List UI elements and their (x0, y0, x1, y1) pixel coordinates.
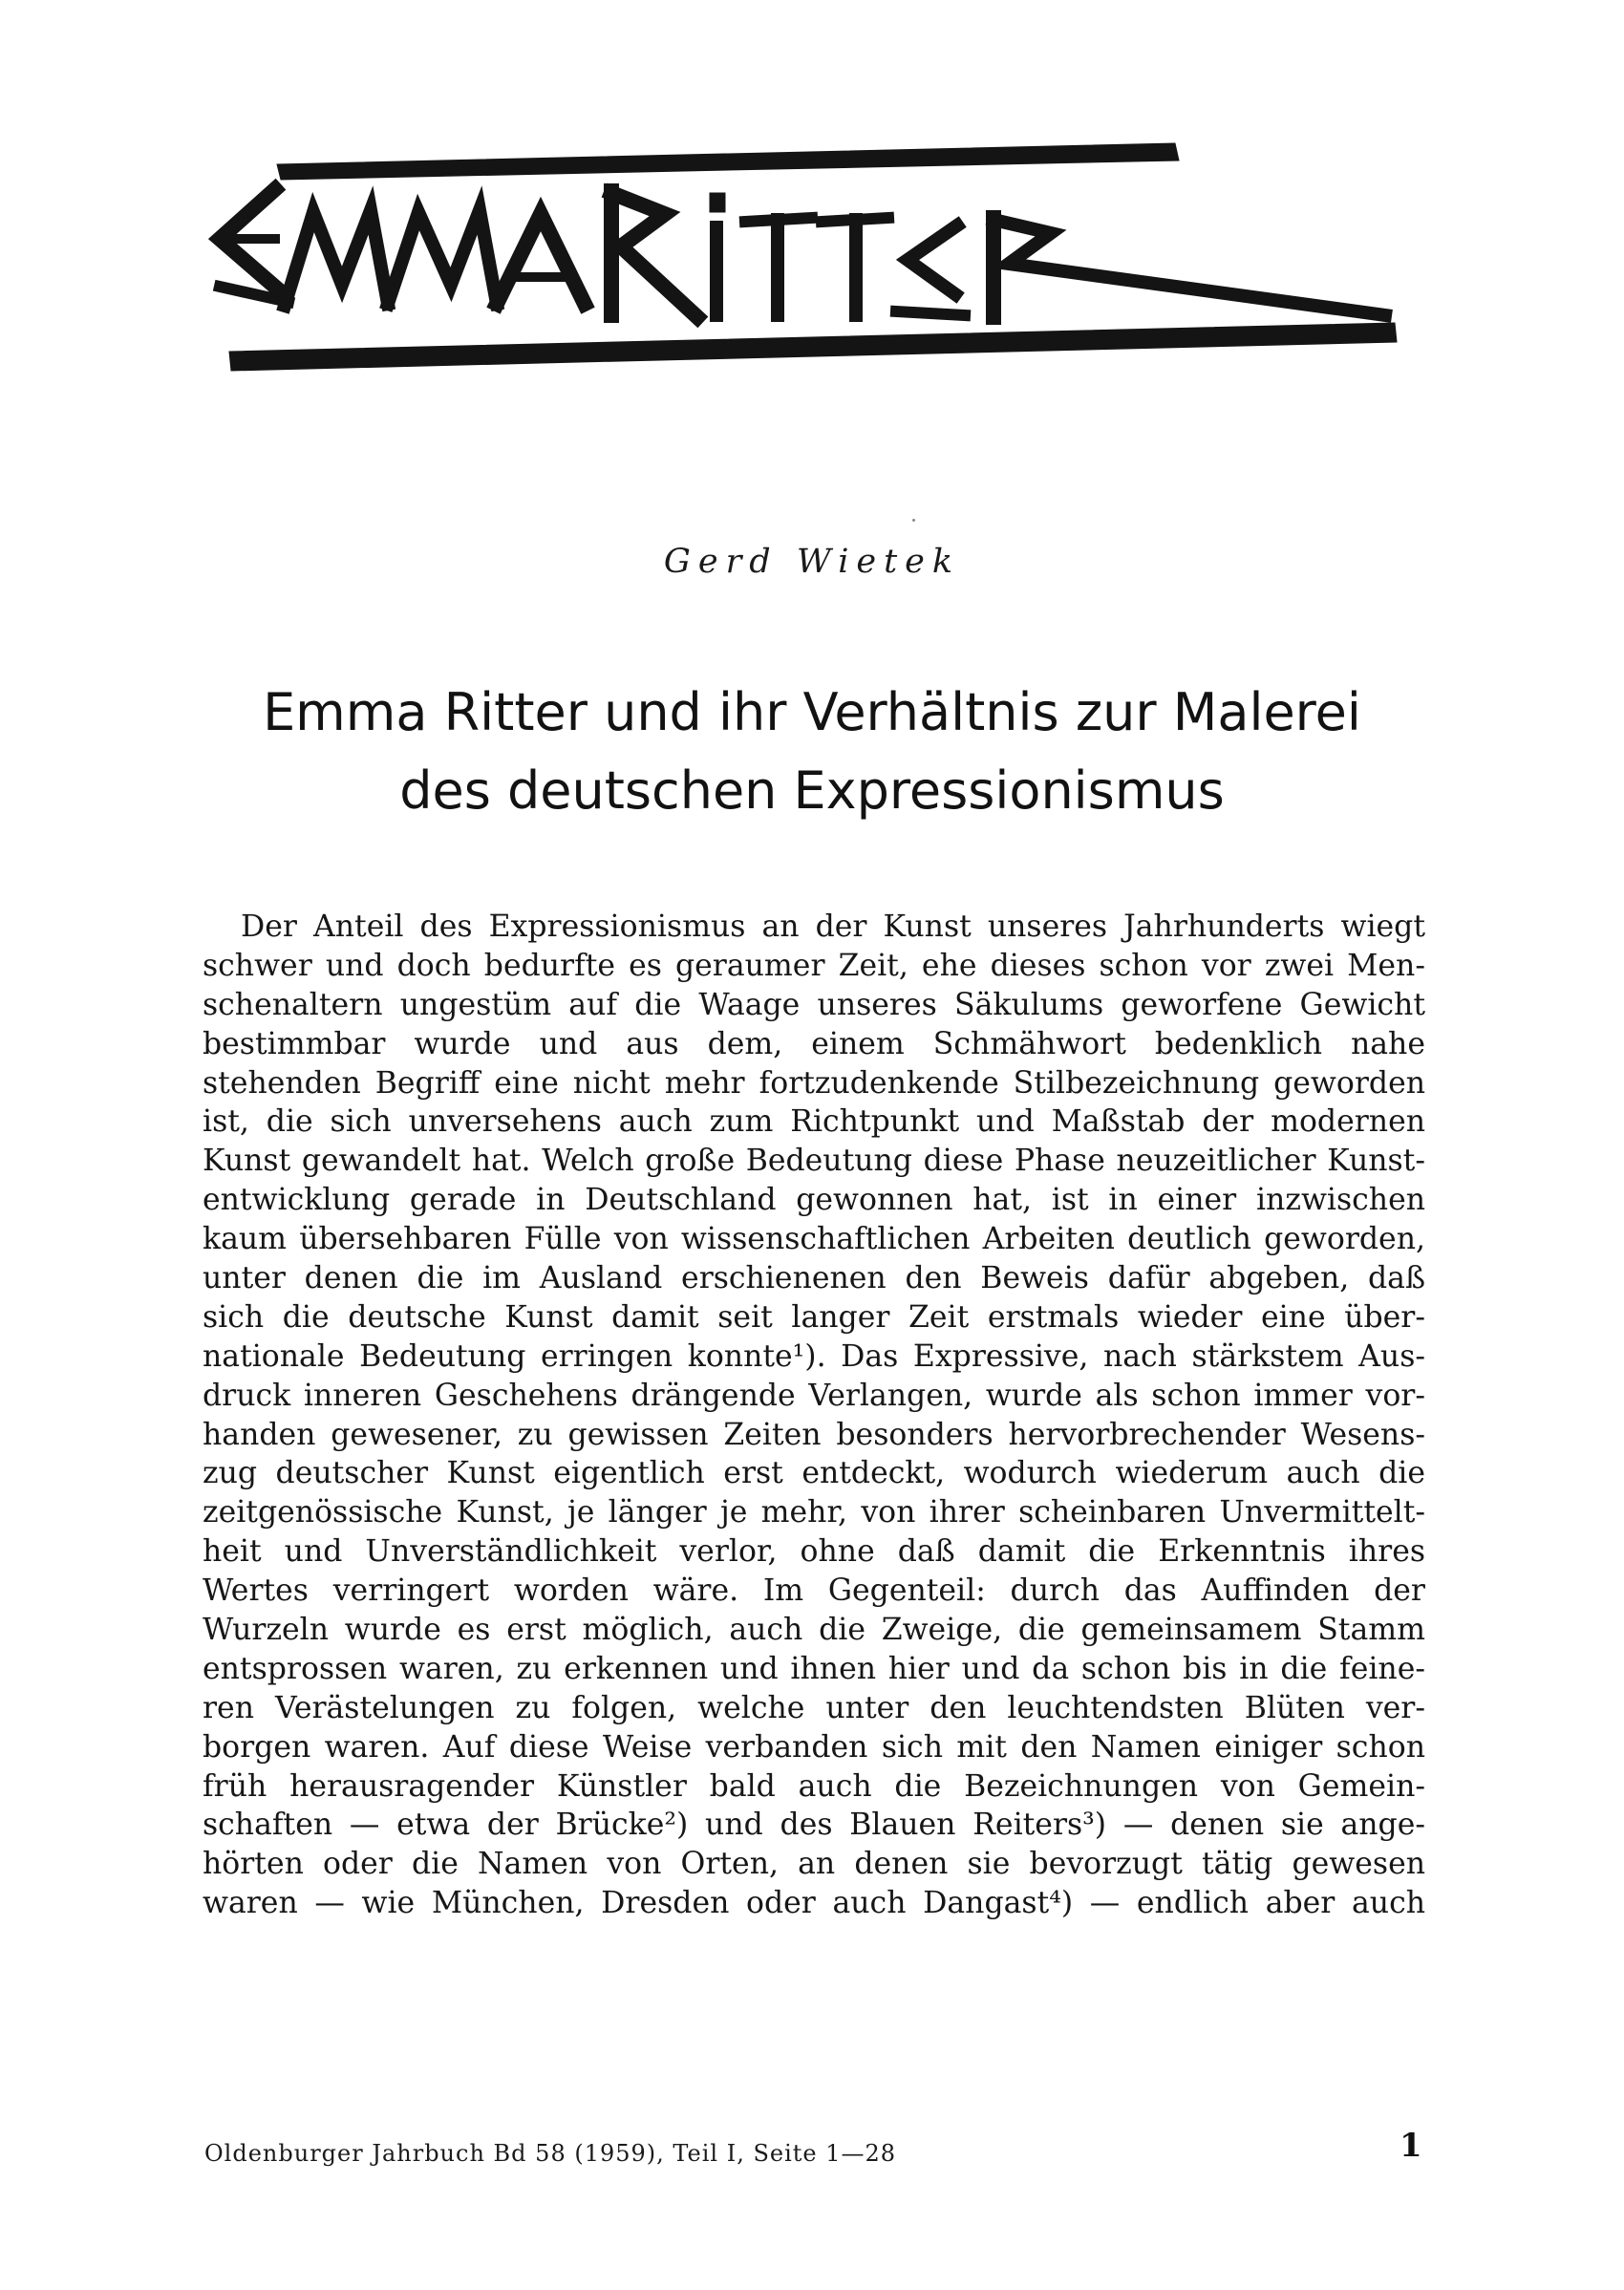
text-line: handen gewesener, zu gewissen Zeiten besonders hervorbrechender Wesens- (203, 1417, 1425, 1452)
text-line: ist, die sich unversehens auch zum Richtpunkt und Maßstab der modernen (203, 1104, 1425, 1140)
body-paragraph (203, 908, 1425, 1923)
text-line: waren — wie München, Dresden oder auch Dangast⁴) — endlich aber auch (203, 1886, 1425, 1921)
text-line: heit und Unverständlichkeit verlor, ohne daß damit die Erkenntnis ihres (203, 1534, 1425, 1570)
text-line: früh herausragender Künstler bald auch die Bezeichnungen von Gemein- (203, 1768, 1425, 1804)
text-line: schaften — etwa der Brücke²) und des Blauen Reiters³) — denen sie ange- (203, 1808, 1425, 1843)
text-line: hörten oder die Namen von Orten, an denen sie bevorzugt tätig gewesen (203, 1847, 1425, 1882)
text-line: sich die deutsche Kunst damit seit langer Zeit erstmals wieder eine über- (203, 1299, 1425, 1335)
text-line: druck inneren Geschehens drängende Verlangen, wurde als schon immer vor- (203, 1378, 1425, 1413)
text-line: ren Verästelungen zu folgen, welche unter den leuchtendsten Blüten ver- (203, 1690, 1425, 1725)
text-line: Wurzeln wurde es erst möglich, auch die Zweige, die gemeinsamem Stamm (203, 1613, 1425, 1648)
article-title (143, 674, 1481, 830)
page-number: 1 (1400, 2127, 1422, 2165)
text-line: borgen waren. Auf diese Weise verbanden sich mit den Namen einiger schon (203, 1729, 1425, 1765)
print-speck (912, 519, 915, 522)
journal-citation: Oldenburger Jahrbuch Bd 58 (1959), Teil I, Seite 1—28 (204, 2140, 897, 2167)
author-name: Gerd Wietek (663, 543, 961, 581)
text-line: stehenden Begriff eine nicht mehr fortzudenkende Stilbezeichnung geworden (203, 1065, 1425, 1101)
text-line: nationale Bedeutung erringen konnte¹). Das Expressive, nach stärkstem Aus- (203, 1338, 1425, 1374)
text-line: schenaltern ungestüm auf die Waage unseres Säkulums geworfene Gewicht (203, 987, 1425, 1022)
text-line: entsprossen waren, zu erkennen und ihnen hier und da schon bis in die feine- (203, 1651, 1425, 1686)
text-line: unter denen die im Ausland erschienenen den Beweis dafür abgeben, daß (203, 1261, 1425, 1296)
text-line: zug deutscher Kunst eigentlich erst entdeckt, wodurch wiederum auch die (203, 1456, 1425, 1491)
text-line: zeitgenössische Kunst, je länger je mehr, von ihrer scheinbaren Unvermittelt- (203, 1495, 1425, 1530)
title-line-1: Emma Ritter und ihr Verhältnis zur Malerei (263, 682, 1361, 742)
text-line: Wertes verringert worden wäre. Im Gegenteil: durch das Auffinden der (203, 1573, 1425, 1609)
text-line: entwicklung gerade in Deutschland gewonnen hat, ist in einer inzwischen (203, 1183, 1425, 1218)
text-line: Kunst gewandelt hat. Welch große Bedeutung diese Phase neuzeitlicher Kunst- (203, 1144, 1425, 1179)
text-line: kaum übersehbaren Fülle von wissenschaftlichen Arbeiten deutlich geworden, (203, 1222, 1425, 1257)
text-line: schwer und doch bedurfte es geraumer Zeit, ehe dieses schon vor zwei Men- (203, 948, 1425, 983)
text-line: Der Anteil des Expressionismus an der Kunst unseres Jahrhunderts wiegt (241, 910, 1425, 944)
title-line-2: des deutschen Expressionismus (399, 760, 1225, 821)
emma-ritter-woodcut-logo (201, 134, 1423, 382)
text-line: bestimmbar wurde und aus dem, einem Schmähwort bedenklich nahe (203, 1026, 1425, 1061)
